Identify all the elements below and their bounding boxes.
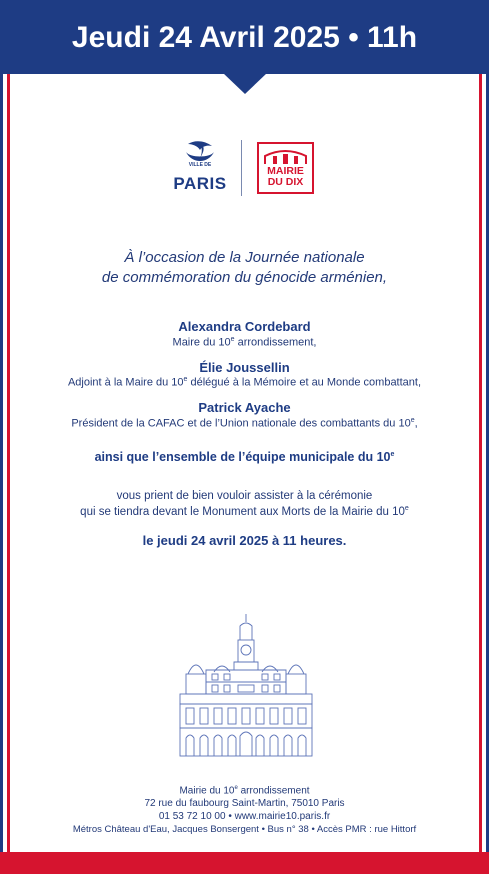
person-name: Patrick Ayache — [198, 400, 291, 415]
intro-line-2: de commémoration du génocide arménien, — [101, 269, 388, 286]
mairie-line-1: MAIRIE — [267, 165, 304, 177]
footer-address: 72 rue du faubourg Saint-Martin, 75010 Paris — [144, 798, 345, 809]
paris-small-label: VILLE DE — [188, 162, 212, 168]
invite-line-2: qui se tiendra devant le Monument aux Morts de la Mairie du 10e — [80, 505, 409, 518]
footer-contact: 01 53 72 10 00 • www.mairie10.paris.fr — [158, 811, 331, 822]
footer-transport: Métros Château d'Eau, Jacques Bonsergent • Bus n° 38 • Accès PMR : rue Hittorf — [72, 824, 417, 835]
town-hall-illustration — [176, 612, 316, 760]
town-hall-facade-icon — [259, 146, 312, 166]
header-band — [0, 0, 489, 74]
header-notch — [223, 73, 267, 94]
footer-line-1: Mairie du 10e arrondissement — [179, 785, 310, 797]
paris-word: PARIS — [173, 174, 227, 193]
logo-divider — [241, 140, 242, 196]
header-title: Jeudi 24 Avril 2025 • 11h — [71, 21, 418, 54]
person-name: Élie Joussellin — [199, 360, 290, 375]
logos-row — [0, 138, 489, 200]
person-role: Maire du 10e arrondissement, — [172, 336, 317, 349]
person-role: Adjoint à la Maire du 10e délégué à la Mémoire et au Monde combattant, — [67, 376, 422, 389]
person-role: Président de la CAFAC et de l’Union nationale des combattants du 10e, — [71, 417, 418, 430]
mairie-du-dix-logo — [257, 142, 314, 194]
invite-line-1: vous prient de bien vouloir assister à la cérémonie — [116, 490, 373, 502]
date-line: le jeudi 24 avril 2025 à 11 heures. — [142, 533, 347, 548]
mairie-du-dix-label — [259, 166, 312, 188]
team-line: ainsi que l’ensemble de l’équipe municipale du 10e — [94, 450, 395, 464]
paris-logo — [172, 138, 228, 198]
mairie-line-2: DU DIX — [267, 176, 304, 188]
bottom-red-band — [0, 852, 489, 874]
intro-line-1: À l’occasion de la Journée nationale — [124, 249, 365, 266]
person-name: Alexandra Cordebard — [178, 319, 311, 334]
